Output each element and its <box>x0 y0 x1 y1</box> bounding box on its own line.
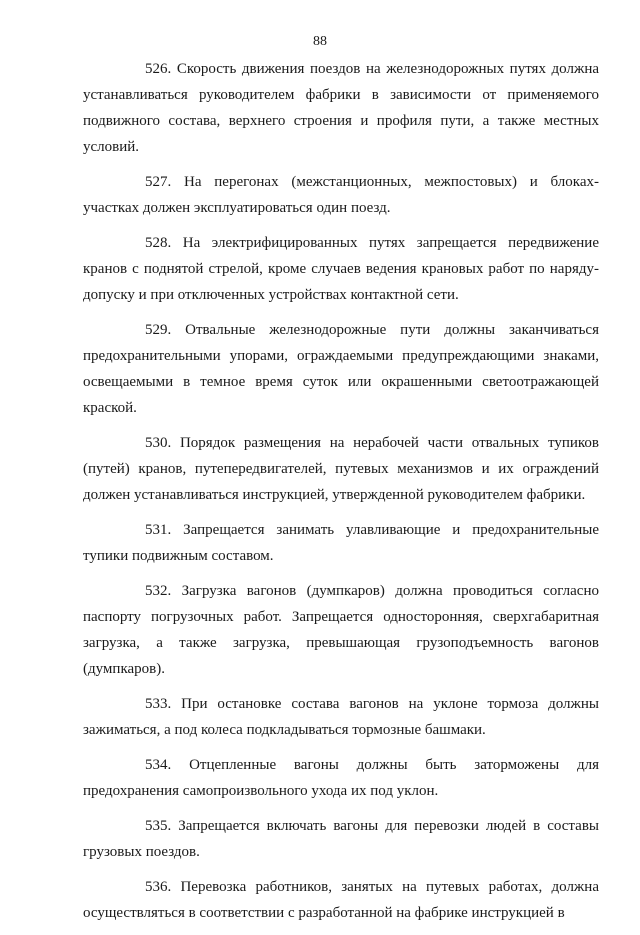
paragraph-532: 532. Загрузка вагонов (думпкаров) должна проводиться согласно паспорту погрузочных работ. Запрещается односторонняя, сверхгабаритная загрузка, а также загрузка, превышающая грузоподъемность вагонов (думпкаров). <box>83 583 599 677</box>
paragraph-535: 535. Запрещается включать вагоны для перевозки людей в составы грузовых поездов. <box>83 818 599 860</box>
paragraph-528: 528. На электрифицированных путях запрещается передвижение кранов с поднятой стрелой, кроме случаев ведения крановых работ по наряду-допуску и при отключенных устройствах контактной сети. <box>83 235 599 303</box>
page-number: 88 <box>313 34 327 49</box>
paragraph-530: 530. Порядок размещения на нерабочей части отвальных тупиков (путей) кранов, путепередвигателей, путевых механизмов и их ограждений должен устанавливаться инструкцией, утвержденной руководителем фабрики. <box>83 435 599 503</box>
document-body <box>83 56 599 935</box>
paragraph-529: 529. Отвальные железнодорожные пути должны заканчиваться предохранительными упорами, ограждаемыми предупреждающими знаками, освещаемыми в темное время суток или окрашенными светоотражающей краской. <box>83 322 599 416</box>
paragraph-536: 536. Перевозка работников, занятых на путевых работах, должна осуществляться в соответствии с разработанной на фабрике инструкцией в <box>83 879 599 921</box>
paragraph-531: 531. Запрещается занимать улавливающие и предохранительные тупики подвижным составом. <box>83 522 599 564</box>
paragraph-533: 533. При остановке состава вагонов на уклоне тормоза должны зажиматься, а под колеса подкладываться тормозные башмаки. <box>83 696 599 738</box>
paragraph-526: 526. Скорость движения поездов на железнодорожных путях должна устанавливаться руководителем фабрики в зависимости от применяемого подвижного состава, верхнего строения и профиля пути, а также местных условий. <box>83 61 599 155</box>
paragraph-534: 534. Отцепленные вагоны должны быть заторможены для предохранения самопроизвольного ухода их под уклон. <box>83 757 599 799</box>
paragraph-527: 527. На перегонах (межстанционных, межпостовых) и блоках-участках должен эксплуатироваться один поезд. <box>83 174 599 216</box>
